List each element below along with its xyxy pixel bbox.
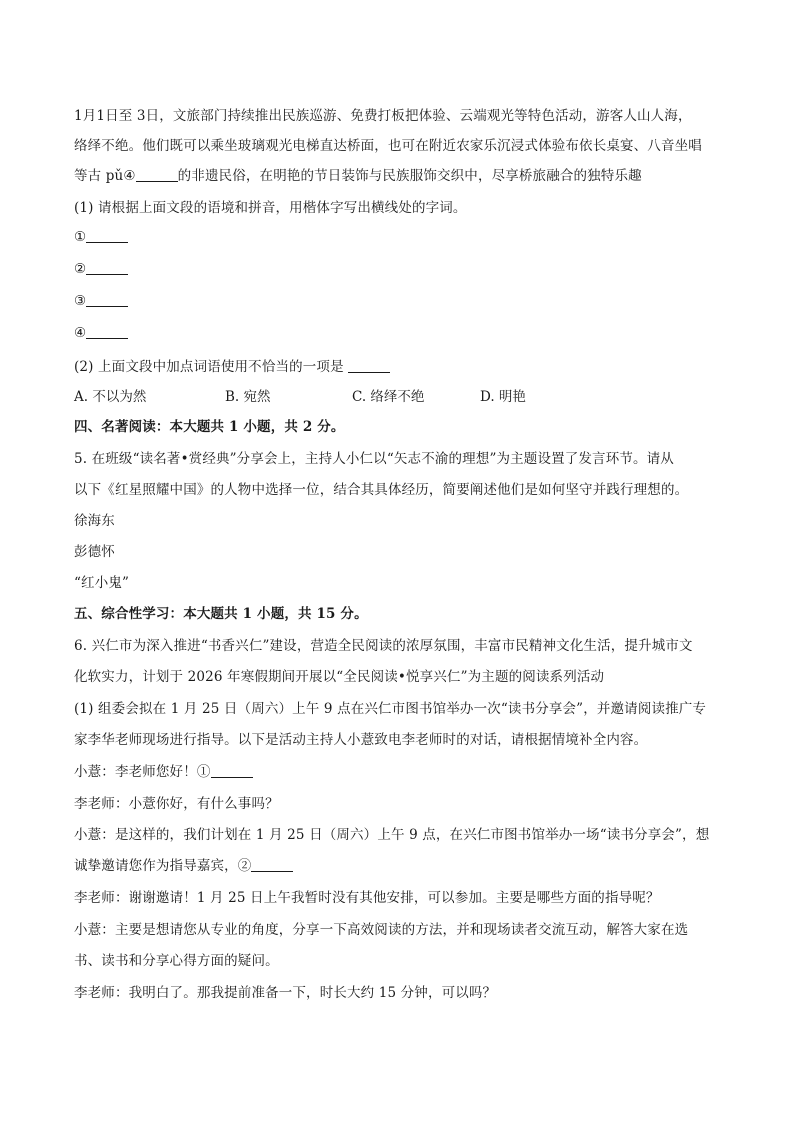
- section-4-heading: 四、名著阅读：本大题共 1 小题，共 2 分。: [74, 419, 345, 435]
- q1-blank-1: [74, 228, 128, 245]
- q5-line-2: 以下《红星照耀中国》的人物中选择一位，结合其具体经历，简要阐述他们是如何坚守并践行理想的。: [74, 482, 689, 498]
- blank-line[interactable]: [86, 292, 128, 307]
- dialogue-line: 书、读书和分享心得方面的疑问。: [74, 953, 279, 969]
- option-a: A. 不以为然: [74, 389, 147, 405]
- q1-prompt: (1) 请根据上面文段的语境和拼音，用楷体字写出横线处的字词。: [74, 200, 467, 216]
- dialogue-line: 李老师：我明白了。那我提前准备一下，时长大约 15 分钟，可以吗？: [74, 985, 497, 1001]
- blank-marker: ④: [74, 325, 87, 341]
- blank-line[interactable]: [86, 260, 128, 275]
- dialogue-line: [74, 854, 293, 874]
- passage-line-1: 1月1日至 3日，文旅部门持续推出民族巡游、免费打板把体验、云端观光等特色活动，游客人山人海，: [74, 108, 692, 124]
- dialogue-text: 诚挚邀请您作为指导嘉宾，②: [74, 858, 252, 874]
- passage-line-3: [74, 164, 642, 184]
- blank-line[interactable]: [136, 167, 178, 182]
- blank-marker: ②: [74, 261, 87, 277]
- dialogue-line: 小薏：主要是想请您从专业的角度，分享一下高效阅读的方法，并和现场读者交流互动，解答大家在选: [74, 922, 689, 938]
- blank-line[interactable]: [86, 324, 128, 339]
- q6-sub1-line-2: 家李华老师现场进行指导。以下是活动主持人小薏致电李老师时的对话，请根据情境补全内容。: [74, 732, 648, 748]
- character-name: 徐海东: [74, 513, 115, 529]
- q6-sub1-line-1: (1) 组委会拟在 1 月 25 日（周六）上午 9 点在兴仁市图书馆举办一次“读书分享会”，并邀请阅读推广专: [74, 701, 707, 717]
- character-name: 彭德怀: [74, 544, 115, 560]
- dialogue-line: 李老师：谢谢邀请！1 月 25 日上午我暂时没有其他安排，可以参加。主要是哪些方面的指导呢？: [74, 890, 660, 906]
- q1-blank-2: [74, 260, 128, 277]
- option-c: C. 络绎不绝: [352, 389, 425, 405]
- q6-line-1: 6. 兴仁市为深入推进“书香兴仁”建设，营造全民阅读的浓厚氛围，丰富市民精神文化生活，提升城市文: [74, 638, 693, 654]
- character-name: “红小鬼”: [74, 575, 130, 591]
- blank-marker: ③: [74, 293, 87, 309]
- blank-marker: ①: [74, 229, 87, 245]
- blank-line[interactable]: [211, 763, 253, 778]
- blank-line[interactable]: [86, 228, 128, 243]
- q1-blank-3: [74, 292, 128, 309]
- blank-line[interactable]: [251, 857, 293, 872]
- dialogue-text: 小薏：李老师您好！①: [74, 764, 211, 780]
- q6-line-2: 化软实力，计划于 2026 年寒假期间开展以“全民阅读•悦享兴仁”为主题的阅读系列活动: [74, 669, 605, 685]
- q2-prompt: [74, 355, 390, 375]
- passage-line-3-start: 等古 pǔ④: [74, 168, 136, 184]
- blank-line[interactable]: [348, 358, 390, 373]
- passage-line-2: 络绎不绝。他们既可以乘坐玻璃观光电梯直达桥面，也可在附近农家乐沉浸式体验布依长桌宴、八音坐唱: [74, 138, 702, 154]
- dialogue-line: 小薏：是这样的，我们计划在 1 月 25 日（周六）上午 9 点，在兴仁市图书馆举办一场“读书分享会”，想: [74, 827, 710, 843]
- dialogue-line: [74, 760, 253, 780]
- option-b: B. 宛然: [225, 389, 271, 405]
- passage-line-3-end: 的非遗民俗，在明艳的节日装饰与民族服饰交织中，尽享桥旅融合的独特乐趣: [177, 168, 642, 184]
- q1-blank-4: [74, 324, 128, 341]
- dialogue-line: 李老师：小薏你好，有什么事吗？: [74, 796, 279, 812]
- option-d: D. 明艳: [480, 389, 526, 405]
- section-5-heading: 五、综合性学习：本大题共 1 小题，共 15 分。: [74, 606, 368, 622]
- q2-prompt-text: (2) 上面文段中加点词语使用不恰当的一项是: [74, 359, 344, 375]
- q5-line-1: 5. 在班级“读名著•赏经典”分享会上，主持人小仁以“矢志不渝的理想”为主题设置了发言环节。请从: [74, 451, 674, 467]
